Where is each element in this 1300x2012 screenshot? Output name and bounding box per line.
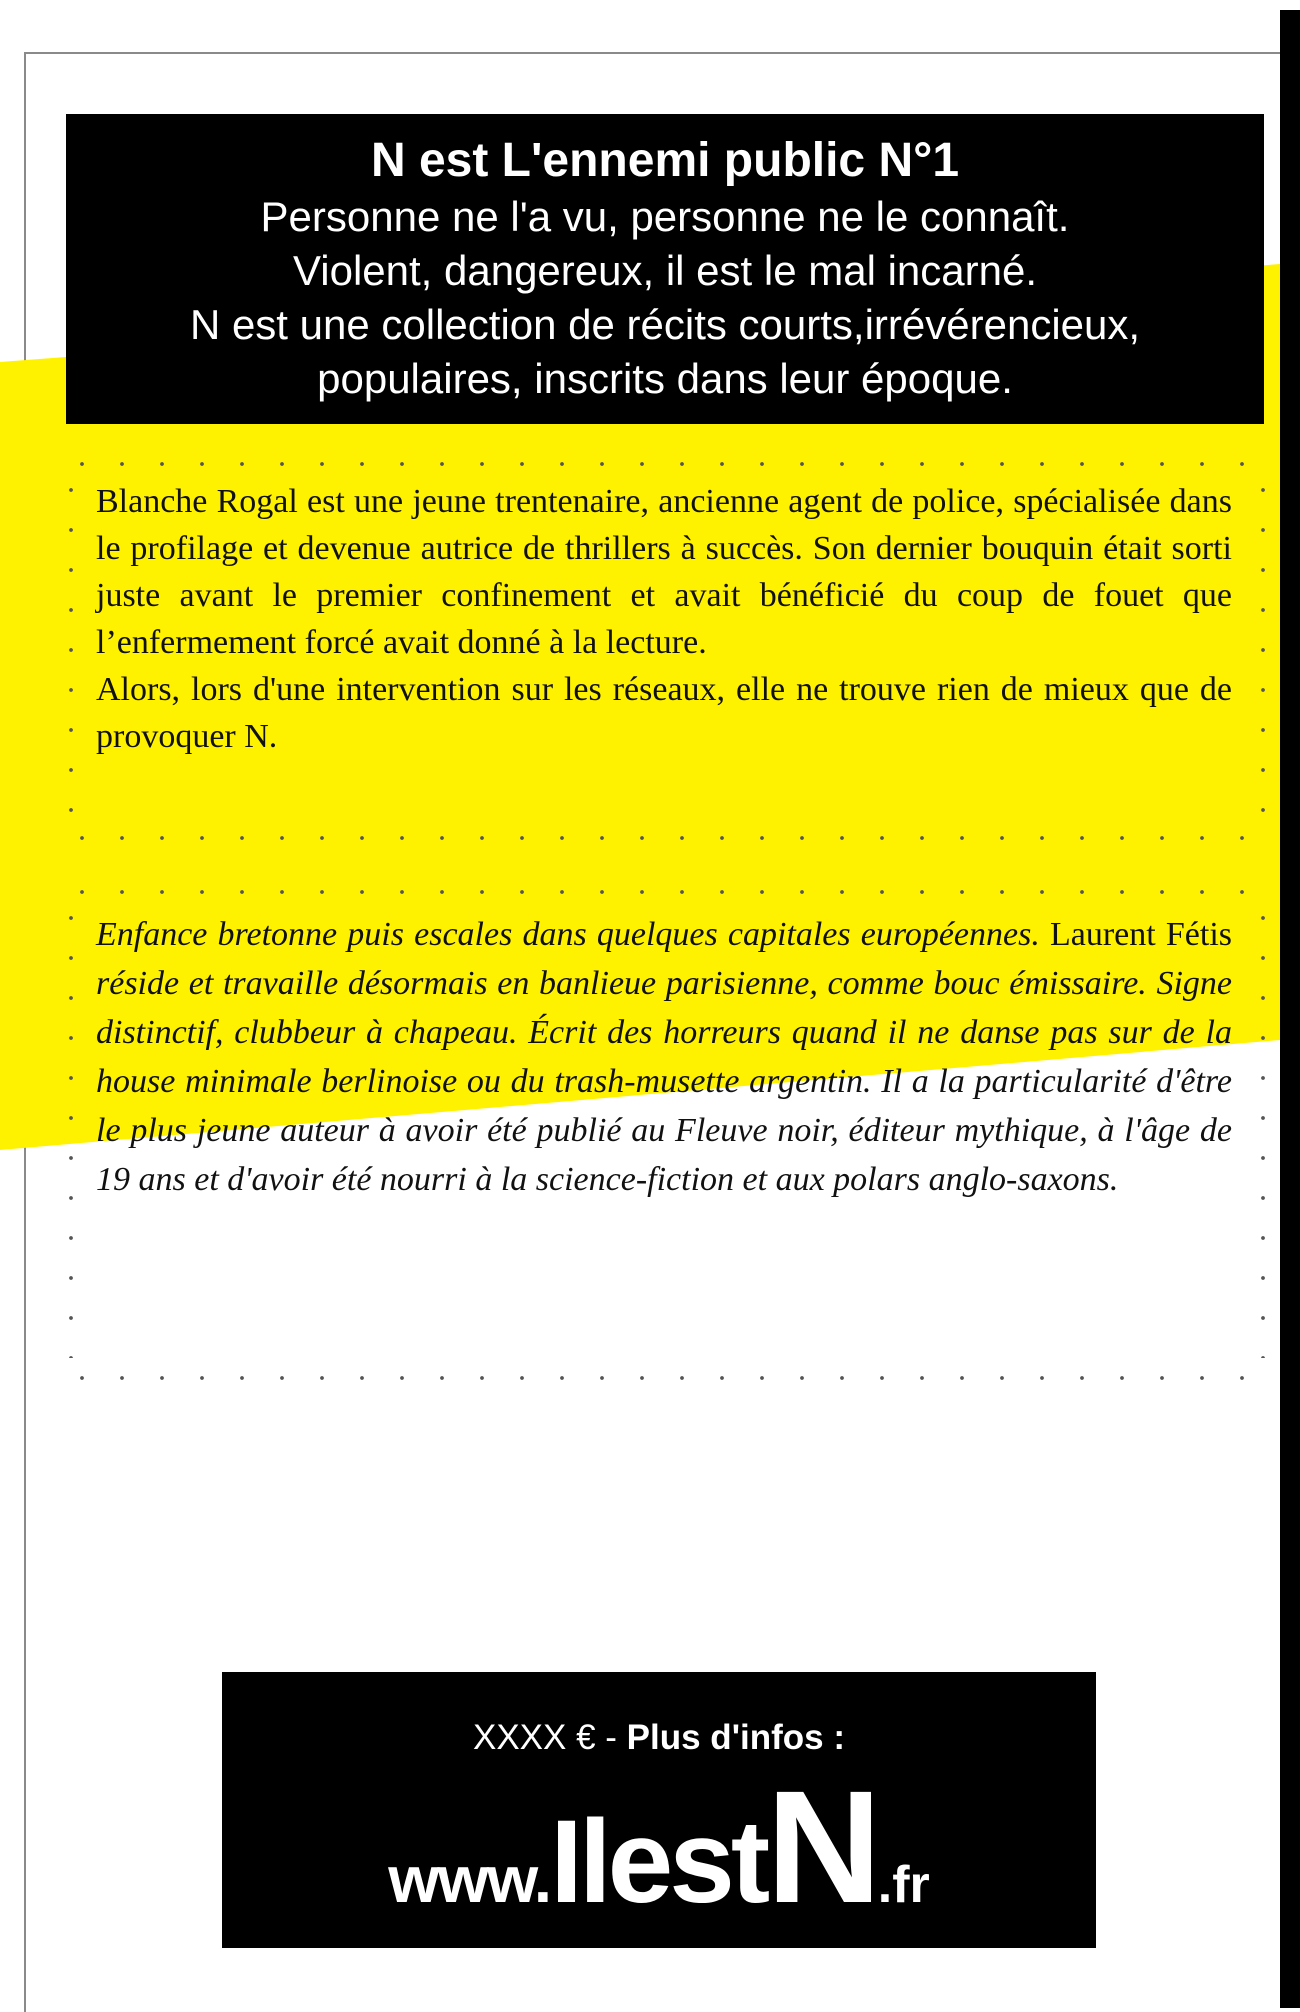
author-name: Laurent Fétis	[1050, 916, 1232, 953]
header-title: N est L'ennemi public N°1	[370, 134, 960, 187]
logo-ilest: Ilest	[550, 1796, 767, 1928]
price-info-box	[222, 1672, 1096, 1948]
header-box	[66, 114, 1264, 424]
website-logo[interactable]	[222, 1757, 1096, 1973]
synopsis-paragraph-1: Blanche Rogal est une jeune trentenaire, ancienne agent de police, spécialisée dans le profilage et devenue autrice de thrillers à succès. Son dernier bouquin était sorti juste avant le premier confinement et avait bénéficié du coup de fouet que l’enfermement forcé avait donné à la lecture.	[96, 483, 1232, 661]
price-separator: -	[595, 1718, 627, 1757]
bio-rest: réside et travaille désormais en banlieue parisienne, comme bouc émissaire. Signe distinctif, clubbeur à chapeau. Écrit des horreurs quand il ne danse pas sur de la house minimale berlinoise ou du trash-musette argentin. Il a la particularité d'être le plus jeune auteur à avoir été publié au Fleuve noir, éditeur mythique, à l'âge de 19 ans et d'avoir été nourri à la science-fiction et aux polars anglo-saxons.	[96, 965, 1232, 1198]
synopsis-text	[96, 478, 1232, 760]
synopsis-dotted-border-top	[62, 458, 1272, 470]
synopsis-dotted-border-left	[66, 470, 76, 830]
header-line-1: Personne ne l'a vu, personne ne le connaît.	[260, 193, 1070, 240]
book-spine	[1280, 10, 1300, 2008]
logo-tld: .fr	[877, 1856, 930, 1914]
header-line-3: N est une collection de récits courts,irrévérencieux,	[189, 301, 1141, 348]
logo-n: N	[766, 1757, 878, 1936]
price: XXXX €	[472, 1718, 596, 1757]
author-bio	[96, 910, 1232, 1204]
synopsis-dotted-border-right	[1258, 470, 1268, 830]
bio-dotted-border-right	[1258, 898, 1268, 1358]
logo-www: www.	[388, 1842, 551, 1916]
bio-dotted-border-bottom	[62, 1372, 1272, 1384]
bio-intro: Enfance bretonne puis escales dans quelques capitales européennes.	[96, 916, 1050, 953]
header-line-4: populaires, inscrits dans leur époque.	[317, 355, 1013, 402]
price-line	[222, 1716, 1096, 1760]
synopsis-dotted-border-bottom	[62, 832, 1272, 844]
synopsis-paragraph-2: Alors, lors d'une intervention sur les réseaux, elle ne trouve rien de mieux que de provoquer N.	[96, 671, 1232, 755]
more-info-label: Plus d'infos :	[626, 1718, 845, 1757]
bio-dotted-border-left	[66, 898, 76, 1358]
header-line-2: Violent, dangereux, il est le mal incarné.	[293, 247, 1037, 294]
bio-dotted-border-top	[62, 886, 1272, 898]
